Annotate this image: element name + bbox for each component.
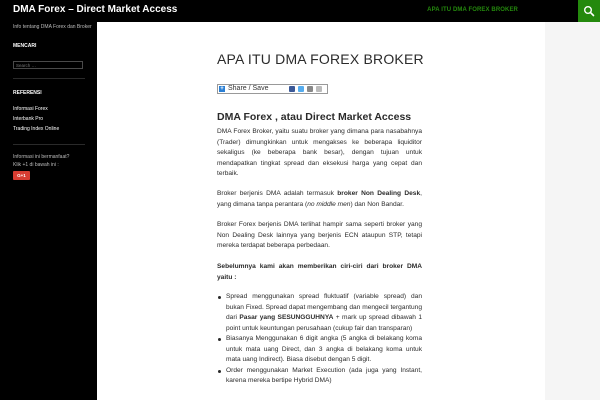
more-share-icon[interactable] (316, 86, 322, 92)
text: Spread menggunakan spread fluktuatif (variable spread) dan bukan Fixed. Spread dapat mengembang dan mengecil tergantung dari (226, 293, 422, 321)
article-subheading: DMA Forex , atau Direct Market Access (217, 111, 412, 123)
list-item: Biasanya Menggunakan 6 digit angka (5 angka di belakang koma untuk mata uang Direct, dan 3 angka di belakang koma untuk mata uang Indirect). Biasa disebut dengan 5 digit. (217, 334, 422, 366)
google-plus-button[interactable]: G+1 (13, 171, 30, 180)
share-save-button[interactable] (217, 84, 328, 94)
site-description: Info tentang DMA Forex dan Broker (13, 24, 92, 30)
referensi-heading: REFERENSI (13, 90, 42, 96)
site-title[interactable]: DMA Forex – Direct Market Access (13, 4, 178, 15)
search-icon (583, 5, 595, 17)
feature-list (217, 292, 422, 387)
sidebar-link-interbank-pro[interactable]: Interbank Pro (13, 116, 44, 122)
bold-text: broker Non Dealing Desk (337, 190, 421, 197)
paragraph-3: Broker Forex berjenis DMA terlihat hampir sama seperti broker yang Non Dealing Desk lainnya yang berjenis ECN ataupun STP, tetapi mereka terdapat beberapa perbedaan. (217, 221, 422, 249)
nav-item-apa-itu[interactable]: APA ITU DMA FOREX BROKER (427, 7, 518, 13)
share-label: Share / Save (228, 85, 269, 92)
list-item (217, 292, 422, 334)
text: + mark up spread dibawah 1 point untuk keuntungan perusahaan (cukup fair dan transparan) (226, 314, 422, 332)
text: Broker berjenis DMA adalah termasuk (217, 190, 338, 197)
helpful-instruction: Klik +1 di bawah ini : (13, 162, 59, 168)
email-icon[interactable] (307, 86, 313, 92)
helpful-text: Informasi ini bermanfaat? (13, 154, 70, 160)
search-input[interactable]: Search … (13, 61, 83, 69)
divider (13, 144, 85, 145)
twitter-icon[interactable] (298, 86, 304, 92)
text: ) dan Non Bandar. (350, 200, 404, 208)
search-heading: MENCARI (13, 43, 37, 49)
search-toggle-button[interactable] (578, 0, 600, 22)
facebook-icon[interactable] (289, 86, 295, 92)
paragraph-2 (217, 189, 422, 210)
sidebar (0, 22, 97, 400)
paragraph-1: DMA Forex Broker, yaitu suatu broker yang dimana para nasabahnya (Trader) dimungkinkan untuk mengakses ke beberapa liquiditor sekaligus (ke beberapa bank besar), dengan tujuan untuk mendapatkan tingkat spread dan eksekusi harga yang cepat dan terbaik. (217, 128, 422, 177)
share-plus-icon: + (220, 86, 224, 92)
page-title: APA ITU DMA FOREX BROKER (217, 51, 424, 67)
list-item: Order menggunakan Market Execution (ada juga yang Instant, karena mereka bertipe Hybrid DMA) (217, 366, 422, 387)
right-gutter (545, 22, 600, 400)
bold-text: Pasar yang SESUNGGUHNYA (239, 314, 334, 321)
italic-text: no middle men (307, 200, 351, 208)
sidebar-link-trading-index[interactable]: Trading Index Online (13, 126, 60, 132)
text: , yang dimana tanpa perantara ( (217, 190, 422, 208)
sidebar-link-informasi-forex[interactable]: Informasi Forex (13, 106, 48, 112)
divider (13, 78, 85, 79)
paragraph-4: Sebelumnya kami akan memberikan ciri-ciri dari broker DMA yaitu : (217, 263, 422, 281)
site-header (0, 0, 600, 22)
